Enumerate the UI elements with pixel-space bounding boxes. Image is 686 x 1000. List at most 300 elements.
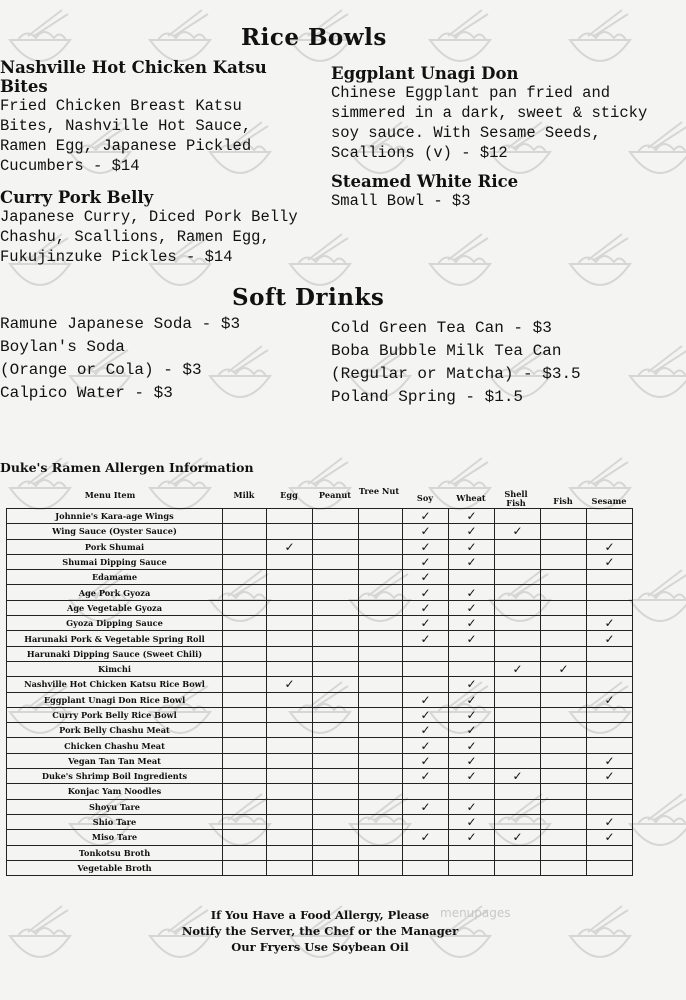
allergen-cell bbox=[587, 585, 633, 600]
allergen-cell bbox=[313, 646, 359, 661]
check-icon: ✓ bbox=[466, 815, 477, 830]
allergen-cell bbox=[587, 753, 633, 768]
allergen-cell bbox=[495, 585, 541, 600]
allergen-cell bbox=[403, 692, 449, 707]
check-icon: ✓ bbox=[604, 830, 615, 845]
allergen-cell bbox=[403, 723, 449, 738]
check-icon: ✓ bbox=[420, 708, 431, 722]
column-header: Menu Item bbox=[84, 490, 136, 500]
menu-item-cell: Nashville Hot Chicken Katsu Rice Bowl bbox=[7, 677, 223, 692]
allergen-cell bbox=[449, 524, 495, 539]
allergen-cell bbox=[541, 799, 587, 814]
allergen-cell bbox=[223, 692, 267, 707]
allergen-cell bbox=[223, 784, 267, 799]
check-icon: ✓ bbox=[604, 753, 615, 768]
menu-item-cell: Gyoza Dipping Sauce bbox=[7, 616, 223, 631]
allergen-cell bbox=[359, 723, 403, 738]
allergen-cell bbox=[449, 738, 495, 753]
check-icon: ✓ bbox=[420, 769, 431, 784]
allergen-cell bbox=[587, 814, 633, 829]
allergen-cell bbox=[267, 799, 313, 814]
check-icon: ✓ bbox=[512, 662, 523, 677]
allergen-cell bbox=[541, 707, 587, 722]
allergen-cell bbox=[267, 753, 313, 768]
table-row bbox=[7, 570, 633, 585]
check-icon: ✓ bbox=[420, 723, 431, 738]
check-icon: ✓ bbox=[466, 677, 477, 692]
check-icon: ✓ bbox=[466, 723, 477, 738]
allergen-cell bbox=[449, 707, 495, 722]
menu-item-cell: Konjac Yam Noodles bbox=[7, 784, 223, 799]
allergen-cell bbox=[449, 753, 495, 768]
menu-item-cell: Miso Tare bbox=[7, 830, 223, 845]
allergen-cell bbox=[495, 738, 541, 753]
allergen-cell bbox=[359, 830, 403, 845]
allergen-cell bbox=[587, 539, 633, 554]
allergen-cell bbox=[359, 554, 403, 569]
table-row bbox=[7, 830, 633, 845]
allergen-cell bbox=[541, 600, 587, 615]
check-icon: ✓ bbox=[558, 662, 569, 677]
allergen-cell bbox=[587, 646, 633, 661]
check-icon: ✓ bbox=[604, 769, 615, 784]
check-icon: ✓ bbox=[512, 830, 523, 845]
allergen-cell bbox=[495, 830, 541, 845]
allergen-cell bbox=[449, 539, 495, 554]
allergen-cell bbox=[449, 784, 495, 799]
menu-item-cell: Age Vegetable Gyoza bbox=[7, 600, 223, 615]
allergen-cell bbox=[223, 600, 267, 615]
check-icon: ✓ bbox=[604, 555, 615, 570]
allergen-cell bbox=[313, 814, 359, 829]
allergen-cell bbox=[267, 707, 313, 722]
check-icon: ✓ bbox=[466, 769, 477, 784]
allergen-cell bbox=[495, 600, 541, 615]
menu-item-cell: Eggplant Unagi Don Rice Bowl bbox=[7, 692, 223, 707]
allergen-cell bbox=[495, 814, 541, 829]
allergen-cell bbox=[587, 616, 633, 631]
allergen-cell bbox=[359, 799, 403, 814]
column-header: Soy bbox=[416, 493, 434, 503]
menu-item-cell: Curry Pork Belly Rice Bowl bbox=[7, 707, 223, 722]
menu-item-cell: Wing Sauce (Oyster Sauce) bbox=[7, 524, 223, 539]
allergen-cell bbox=[495, 723, 541, 738]
allergen-cell bbox=[541, 554, 587, 569]
allergen-cell bbox=[267, 769, 313, 784]
allergen-cell bbox=[403, 661, 449, 676]
drink-item: Poland Spring - $1.5 bbox=[331, 388, 524, 406]
check-icon: ✓ bbox=[420, 830, 431, 845]
allergen-cell bbox=[541, 784, 587, 799]
check-icon: ✓ bbox=[420, 600, 431, 615]
drink-item: (Regular or Matcha) - $3.5 bbox=[331, 365, 581, 383]
column-header: Peanut bbox=[318, 490, 352, 500]
allergen-cell bbox=[495, 509, 541, 524]
allergen-cell bbox=[495, 769, 541, 784]
allergen-cell bbox=[403, 845, 449, 860]
check-icon: ✓ bbox=[466, 708, 477, 722]
column-header: Wheat bbox=[456, 493, 486, 503]
allergen-cell bbox=[449, 799, 495, 814]
allergen-cell bbox=[267, 723, 313, 738]
check-icon: ✓ bbox=[284, 539, 295, 554]
item-description: Small Bowl - $3 bbox=[331, 192, 471, 210]
allergen-cell bbox=[449, 600, 495, 615]
check-icon: ✓ bbox=[466, 753, 477, 768]
check-icon: ✓ bbox=[466, 585, 477, 600]
allergen-cell bbox=[541, 814, 587, 829]
column-header: Tree Nut bbox=[358, 486, 400, 496]
rice-bowl-item bbox=[331, 172, 651, 211]
table-row bbox=[7, 723, 633, 738]
allergen-cell bbox=[223, 707, 267, 722]
check-icon: ✓ bbox=[466, 524, 477, 539]
allergen-cell bbox=[587, 784, 633, 799]
allergen-cell bbox=[267, 677, 313, 692]
item-name: Steamed White Rice bbox=[331, 172, 519, 191]
allergen-table bbox=[6, 508, 633, 876]
allergen-cell bbox=[541, 616, 587, 631]
menu-item-cell: Shio Tare bbox=[7, 814, 223, 829]
allergen-cell bbox=[449, 830, 495, 845]
allergen-cell bbox=[403, 585, 449, 600]
drink-item: Cold Green Tea Can - $3 bbox=[331, 319, 552, 337]
table-row bbox=[7, 677, 633, 692]
allergen-cell bbox=[267, 616, 313, 631]
allergen-cell bbox=[495, 692, 541, 707]
allergen-cell bbox=[223, 677, 267, 692]
allergen-cell bbox=[313, 661, 359, 676]
allergen-cell bbox=[541, 524, 587, 539]
allergen-cell bbox=[223, 585, 267, 600]
menu-item-cell: Chicken Chashu Meat bbox=[7, 738, 223, 753]
menu-item-cell: Tonkotsu Broth bbox=[7, 845, 223, 860]
allergen-cell bbox=[313, 677, 359, 692]
allergen-cell bbox=[403, 646, 449, 661]
rice-bowls-title: Rice Bowls bbox=[241, 24, 387, 51]
check-icon: ✓ bbox=[420, 692, 431, 707]
menu-item-cell: Duke's Shrimp Boil Ingredients bbox=[7, 769, 223, 784]
allergen-cell bbox=[313, 707, 359, 722]
column-header: Egg bbox=[280, 490, 298, 500]
soft-drinks-title: Soft Drinks bbox=[232, 284, 385, 311]
check-icon: ✓ bbox=[604, 539, 615, 554]
allergen-cell bbox=[313, 845, 359, 860]
menu-item-cell: Harunaki Pork & Vegetable Spring Roll bbox=[7, 631, 223, 646]
table-row bbox=[7, 738, 633, 753]
allergen-cell bbox=[495, 616, 541, 631]
allergen-cell bbox=[587, 707, 633, 722]
table-row bbox=[7, 769, 633, 784]
drink-item: Ramune Japanese Soda - $3 bbox=[0, 315, 241, 333]
allergen-cell bbox=[313, 524, 359, 539]
table-row bbox=[7, 799, 633, 814]
allergen-cell bbox=[403, 784, 449, 799]
allergen-cell bbox=[359, 524, 403, 539]
allergen-cell bbox=[495, 661, 541, 676]
allergen-cell bbox=[449, 845, 495, 860]
allergen-cell bbox=[223, 845, 267, 860]
allergen-cell bbox=[495, 554, 541, 569]
allergen-cell bbox=[587, 860, 633, 875]
check-icon: ✓ bbox=[420, 585, 431, 600]
allergen-cell bbox=[313, 631, 359, 646]
allergen-cell bbox=[541, 677, 587, 692]
allergen-cell bbox=[267, 539, 313, 554]
allergen-cell bbox=[449, 677, 495, 692]
table-row bbox=[7, 661, 633, 676]
allergen-cell bbox=[359, 692, 403, 707]
allergen-cell bbox=[495, 631, 541, 646]
allergen-cell bbox=[359, 814, 403, 829]
allergen-cell bbox=[223, 554, 267, 569]
allergen-cell bbox=[267, 524, 313, 539]
allergen-cell bbox=[541, 570, 587, 585]
item-description: Japanese Curry, Diced Pork Belly Chashu, Scallions, Ramen Egg, Fukujinzuke Pickles - $14 bbox=[0, 208, 298, 266]
allergen-cell bbox=[541, 723, 587, 738]
allergen-cell bbox=[359, 646, 403, 661]
notice-line: Notify the Server, the Chef or the Manager bbox=[181, 924, 459, 938]
allergen-cell bbox=[223, 860, 267, 875]
allergen-cell bbox=[223, 830, 267, 845]
allergen-cell bbox=[587, 723, 633, 738]
allergen-cell bbox=[359, 661, 403, 676]
table-row bbox=[7, 646, 633, 661]
drink-item: (Orange or Cola) - $3 bbox=[0, 361, 202, 379]
check-icon: ✓ bbox=[466, 830, 477, 845]
allergen-cell bbox=[541, 845, 587, 860]
column-header: Milk bbox=[233, 490, 255, 500]
allergen-cell bbox=[359, 845, 403, 860]
allergen-cell bbox=[403, 799, 449, 814]
menu-item-cell: Age Pork Gyoza bbox=[7, 585, 223, 600]
allergen-cell bbox=[449, 570, 495, 585]
allergen-cell bbox=[267, 585, 313, 600]
allergen-cell bbox=[541, 539, 587, 554]
allergen-cell bbox=[449, 554, 495, 569]
allergen-cell bbox=[359, 616, 403, 631]
allergen-cell bbox=[587, 524, 633, 539]
menu-item-cell: Vegan Tan Tan Meat bbox=[7, 753, 223, 768]
allergen-cell bbox=[267, 600, 313, 615]
allergen-cell bbox=[495, 753, 541, 768]
check-icon: ✓ bbox=[466, 616, 477, 631]
allergen-cell bbox=[403, 554, 449, 569]
allergen-cell bbox=[223, 524, 267, 539]
table-row bbox=[7, 524, 633, 539]
allergen-cell bbox=[449, 509, 495, 524]
drinks-right-column bbox=[331, 317, 581, 409]
allergen-cell bbox=[495, 845, 541, 860]
notice-line: If You Have a Food Allergy, Please bbox=[210, 908, 430, 922]
allergen-cell bbox=[541, 738, 587, 753]
check-icon: ✓ bbox=[466, 509, 477, 524]
column-header: Sesame bbox=[591, 496, 627, 506]
allergen-cell bbox=[587, 769, 633, 784]
allergen-cell bbox=[449, 723, 495, 738]
check-icon: ✓ bbox=[466, 600, 477, 615]
check-icon: ✓ bbox=[604, 616, 615, 631]
allergen-cell bbox=[495, 784, 541, 799]
allergen-cell bbox=[541, 585, 587, 600]
allergen-cell bbox=[359, 860, 403, 875]
drink-item: Calpico Water - $3 bbox=[0, 384, 173, 402]
table-row bbox=[7, 707, 633, 722]
allergen-cell bbox=[541, 692, 587, 707]
check-icon: ✓ bbox=[420, 570, 431, 585]
allergen-cell bbox=[223, 631, 267, 646]
menu-item-cell: Johnnie's Kara-age Wings bbox=[7, 509, 223, 524]
allergen-cell bbox=[313, 784, 359, 799]
check-icon: ✓ bbox=[466, 631, 477, 646]
table-row bbox=[7, 585, 633, 600]
allergen-cell bbox=[359, 769, 403, 784]
check-icon: ✓ bbox=[466, 539, 477, 554]
allergen-cell bbox=[359, 570, 403, 585]
allergen-cell bbox=[267, 814, 313, 829]
allergen-cell bbox=[359, 677, 403, 692]
item-description: Fried Chicken Breast Katsu Bites, Nashville Hot Sauce, Ramen Egg, Japanese Pickled Cucumbers - $14 bbox=[0, 97, 252, 175]
allergen-cell bbox=[313, 616, 359, 631]
check-icon: ✓ bbox=[466, 692, 477, 707]
allergen-cell bbox=[223, 539, 267, 554]
allergen-cell bbox=[541, 646, 587, 661]
allergen-cell bbox=[587, 830, 633, 845]
allergen-cell bbox=[541, 753, 587, 768]
allergen-cell bbox=[223, 799, 267, 814]
allergen-cell bbox=[223, 769, 267, 784]
check-icon: ✓ bbox=[420, 738, 431, 753]
allergen-title: Duke's Ramen Allergen Information bbox=[0, 460, 254, 475]
allergen-cell bbox=[587, 631, 633, 646]
allergen-cell bbox=[495, 677, 541, 692]
allergen-cell bbox=[223, 738, 267, 753]
allergen-cell bbox=[449, 769, 495, 784]
allergen-cell bbox=[403, 814, 449, 829]
check-icon: ✓ bbox=[284, 677, 295, 692]
allergen-cell bbox=[587, 509, 633, 524]
menu-item-cell: Shoyu Tare bbox=[7, 799, 223, 814]
table-row bbox=[7, 784, 633, 799]
menu-item-cell: Shumai Dipping Sauce bbox=[7, 554, 223, 569]
allergen-cell bbox=[313, 585, 359, 600]
allergen-cell bbox=[449, 585, 495, 600]
allergen-cell bbox=[541, 509, 587, 524]
allergen-cell bbox=[267, 784, 313, 799]
check-icon: ✓ bbox=[604, 815, 615, 830]
allergen-cell bbox=[403, 707, 449, 722]
allergen-cell bbox=[267, 646, 313, 661]
allergen-cell bbox=[403, 570, 449, 585]
allergen-cell bbox=[449, 616, 495, 631]
table-row bbox=[7, 860, 633, 875]
allergen-cell bbox=[495, 860, 541, 875]
allergen-cell bbox=[403, 860, 449, 875]
allergen-cell bbox=[313, 692, 359, 707]
allergen-cell bbox=[541, 631, 587, 646]
allergen-cell bbox=[541, 860, 587, 875]
allergen-cell bbox=[267, 692, 313, 707]
allergen-cell bbox=[267, 631, 313, 646]
allergen-cell bbox=[359, 600, 403, 615]
rice-bowl-item bbox=[0, 188, 320, 267]
allergen-cell bbox=[495, 524, 541, 539]
column-header: Fish bbox=[553, 496, 573, 506]
allergen-cell bbox=[267, 830, 313, 845]
allergen-cell bbox=[313, 769, 359, 784]
allergen-cell bbox=[495, 799, 541, 814]
allergen-cell bbox=[313, 723, 359, 738]
allergen-cell bbox=[495, 539, 541, 554]
allergen-cell bbox=[267, 509, 313, 524]
check-icon: ✓ bbox=[420, 509, 431, 524]
check-icon: ✓ bbox=[604, 692, 615, 707]
allergen-cell bbox=[587, 677, 633, 692]
allergen-cell bbox=[359, 631, 403, 646]
allergen-cell bbox=[587, 570, 633, 585]
allergen-cell bbox=[267, 738, 313, 753]
allergen-cell bbox=[403, 738, 449, 753]
allergen-cell bbox=[267, 570, 313, 585]
allergen-cell bbox=[541, 661, 587, 676]
item-name: Eggplant Unagi Don bbox=[331, 64, 519, 83]
allergen-cell bbox=[587, 661, 633, 676]
allergen-cell bbox=[495, 707, 541, 722]
menu-item-cell: Vegetable Broth bbox=[7, 860, 223, 875]
allergen-cell bbox=[495, 646, 541, 661]
allergen-cell bbox=[223, 616, 267, 631]
drink-item: Boylan's Soda bbox=[0, 338, 125, 356]
allergen-cell bbox=[267, 661, 313, 676]
allergen-cell bbox=[223, 661, 267, 676]
allergen-cell bbox=[223, 646, 267, 661]
allergen-cell bbox=[223, 570, 267, 585]
allergen-cell bbox=[403, 631, 449, 646]
allergen-cell bbox=[313, 509, 359, 524]
allergen-cell bbox=[359, 509, 403, 524]
table-row bbox=[7, 509, 633, 524]
watermark-text: menupages bbox=[440, 906, 511, 920]
allergen-cell bbox=[313, 539, 359, 554]
allergen-cell bbox=[449, 661, 495, 676]
allergen-cell bbox=[449, 814, 495, 829]
allergen-cell bbox=[313, 830, 359, 845]
check-icon: ✓ bbox=[604, 631, 615, 646]
check-icon: ✓ bbox=[466, 799, 477, 814]
allergen-cell bbox=[359, 753, 403, 768]
allergen-cell bbox=[359, 585, 403, 600]
check-icon: ✓ bbox=[420, 799, 431, 814]
check-icon: ✓ bbox=[466, 555, 477, 570]
menu-item-cell: Edamame bbox=[7, 570, 223, 585]
allergen-cell bbox=[313, 799, 359, 814]
rice-bowl-item bbox=[0, 58, 320, 176]
check-icon: ✓ bbox=[420, 524, 431, 539]
allergen-cell bbox=[541, 830, 587, 845]
allergen-cell bbox=[449, 692, 495, 707]
table-row bbox=[7, 753, 633, 768]
allergen-cell bbox=[313, 570, 359, 585]
allergen-cell bbox=[495, 570, 541, 585]
allergen-cell bbox=[223, 509, 267, 524]
table-row bbox=[7, 539, 633, 554]
table-row bbox=[7, 554, 633, 569]
check-icon: ✓ bbox=[420, 555, 431, 570]
allergen-cell bbox=[587, 799, 633, 814]
allergen-cell bbox=[313, 738, 359, 753]
menu-item-cell: Kimchi bbox=[7, 661, 223, 676]
check-icon: ✓ bbox=[466, 738, 477, 753]
